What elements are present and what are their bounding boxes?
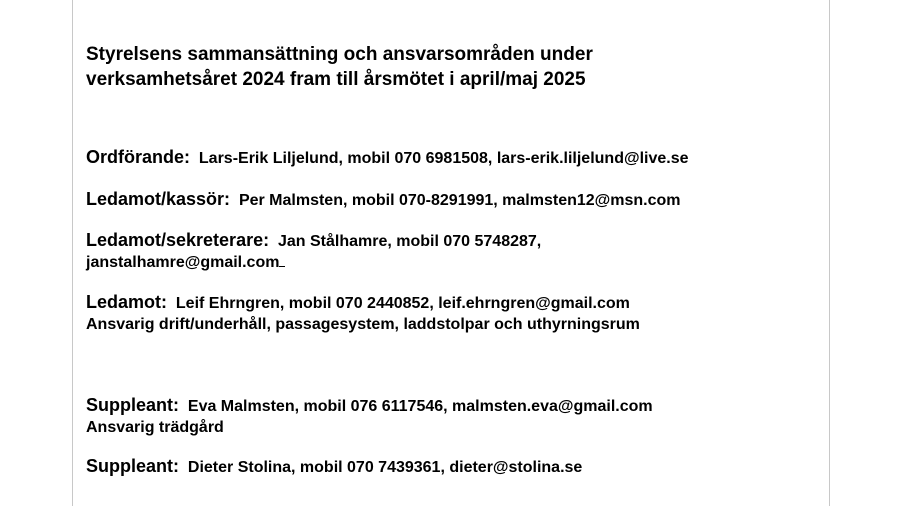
role-label: Ordförande: xyxy=(86,147,191,167)
member-responsibility: Ansvarig trädgård xyxy=(86,419,224,436)
board-member-chair xyxy=(86,147,821,169)
board-member-treasurer xyxy=(86,189,821,211)
role-label: Suppleant: xyxy=(86,395,179,415)
member-details: Lars-Erik Liljelund, mobil 070 6981508, lars-erik.liljelund@live.se xyxy=(198,150,689,167)
document-body xyxy=(86,42,821,476)
member-details: Dieter Stolina, mobil 070 7439361, dieter@stolina.se xyxy=(187,459,583,476)
member-details: Leif Ehrngren, mobil 070 2440852, leif.ehrngren@gmail.com xyxy=(175,295,630,312)
member-details: Eva Malmsten, mobil 076 6117546, malmsten.eva@gmail.com xyxy=(187,398,653,415)
role-label: Ledamot/kassör: xyxy=(86,189,231,209)
role-label: Ledamot/sekreterare: xyxy=(86,230,270,250)
page-edge-left xyxy=(72,0,73,506)
member-details: Jan Stålhamre, mobil 070 5748287, xyxy=(277,233,542,250)
page-edge-right xyxy=(829,0,830,506)
document-title xyxy=(86,42,821,92)
board-deputy-garden xyxy=(86,395,821,439)
role-label: Suppleant: xyxy=(86,456,179,476)
member-email: janstalhamre@gmail.com xyxy=(86,254,280,271)
board-deputy xyxy=(86,456,821,478)
title-line-1: Styrelsens sammansättning och ansvarsområden under xyxy=(86,44,593,65)
title-line-2: verksamhetsåret 2024 fram till årsmötet i april/maj 2025 xyxy=(86,69,586,90)
underscore-mark xyxy=(279,254,285,267)
board-member-secretary xyxy=(86,230,821,274)
role-label: Ledamot: xyxy=(86,292,167,312)
member-responsibility: Ansvarig drift/underhåll, passagesystem, laddstolpar och uthyrningsrum xyxy=(86,316,640,333)
board-member-operations xyxy=(86,292,821,336)
member-details: Per Malmsten, mobil 070-8291991, malmsten12@msn.com xyxy=(238,192,681,209)
